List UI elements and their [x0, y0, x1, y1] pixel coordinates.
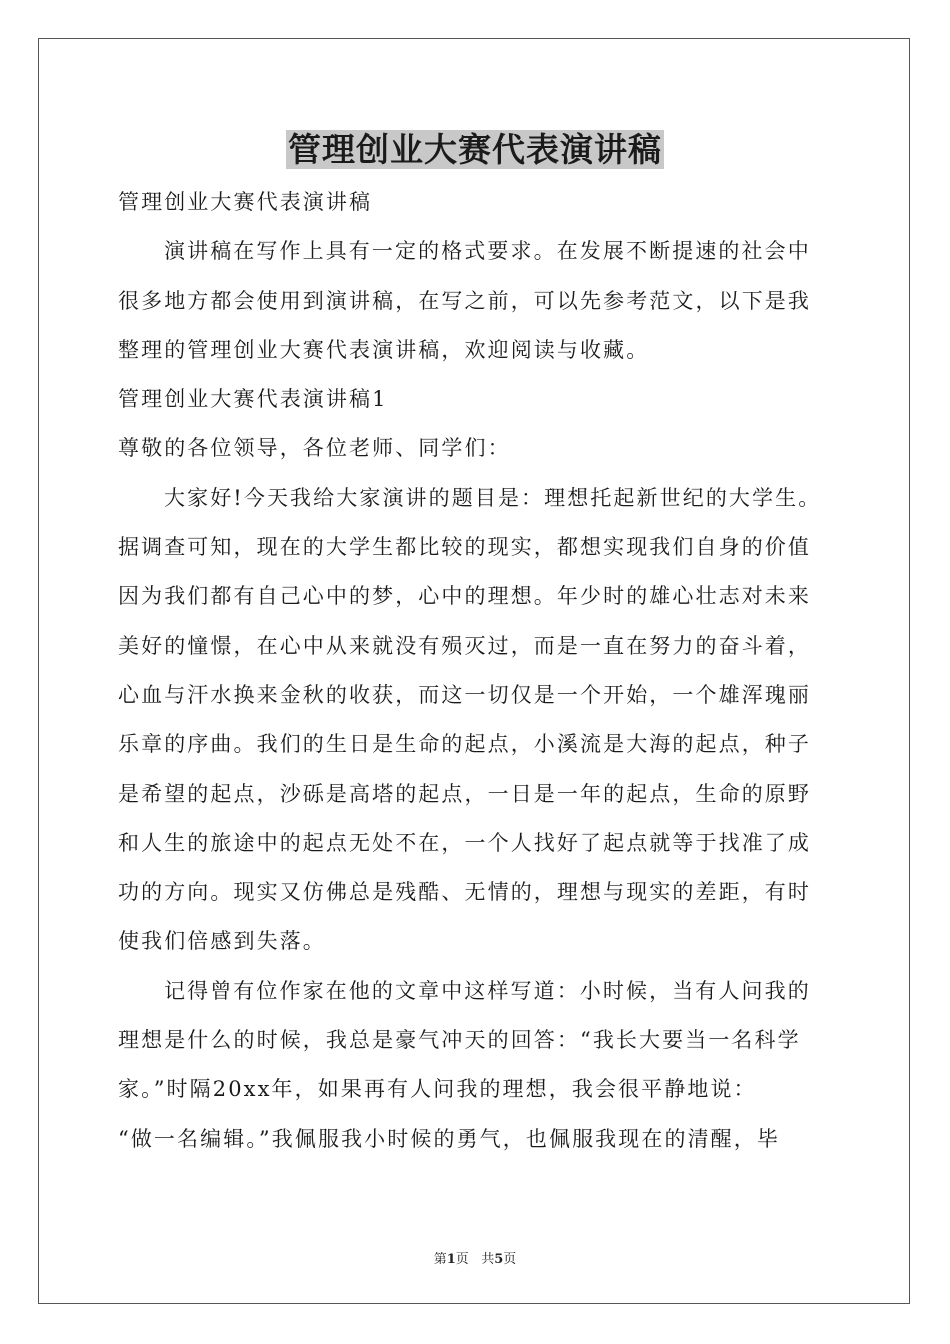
paragraph-line: 记得曾有位作家在他的文章中这样写道：小时候，当有人问我的	[164, 978, 811, 1003]
salutation-line: 尊敬的各位领导，各位老师、同学们：	[118, 436, 511, 461]
paragraph-line: 据调查可知，现在的大学生都比较的现实，都想实现我们自身的价值	[118, 535, 811, 560]
page-prefix: 第	[433, 1252, 447, 1267]
paragraph-line: 整理的管理创业大赛代表演讲稿，欢迎阅读与收藏。	[118, 337, 650, 362]
total-prefix: 共	[481, 1252, 495, 1267]
paragraph-line: 美好的憧憬，在心中从来就没有殒灭过，而是一直在努力的奋斗着，	[118, 633, 811, 658]
page-suffix: 页	[455, 1252, 469, 1267]
paragraph-line: 乐章的序曲。我们的生日是生命的起点，小溪流是大海的起点，种子	[118, 732, 811, 757]
total-pages: 5	[494, 1252, 504, 1267]
document-title	[0, 128, 950, 172]
page-number: 1	[446, 1252, 456, 1267]
document-title-text: 管理创业大赛代表演讲稿	[288, 130, 662, 169]
paragraph-line: 使我们倍感到失落。	[118, 929, 326, 954]
total-suffix: 页	[503, 1252, 517, 1267]
paragraph-line: 理想是什么的时候，我总是豪气冲天的回答：“我长大要当一名科学	[118, 1028, 801, 1053]
paragraph-line: 很多地方都会使用到演讲稿，在写之前，可以先参考范文，以下是我	[118, 288, 811, 313]
section-heading: 管理创业大赛代表演讲稿1	[118, 387, 388, 412]
paragraph-line: 演讲稿在写作上具有一定的格式要求。在发展不断提速的社会中	[164, 239, 811, 264]
paragraph-line: 是希望的起点，沙砾是高塔的起点，一日是一年的起点，生命的原野	[118, 781, 811, 806]
paragraph-line: 家。”时隔20xx年，如果再有人问我的理想，我会很平静地说：	[118, 1077, 757, 1102]
paragraph-line: 因为我们都有自己心中的梦，心中的理想。年少时的雄心壮志对未来	[118, 584, 811, 609]
subtitle-line: 管理创业大赛代表演讲稿	[118, 190, 373, 214]
page-footer	[0, 1248, 950, 1267]
paragraph-line: 和人生的旅途中的起点无处不在，一个人找好了起点就等于找准了成	[118, 830, 811, 855]
paragraph-line: 心血与汗水换来金秋的收获，而这一切仅是一个开始，一个雄浑瑰丽	[118, 682, 811, 707]
paragraph-line: 大家好!今天我给大家演讲的题目是：理想托起新世纪的大学生。	[164, 485, 822, 510]
document-body	[118, 178, 858, 1164]
paragraph-line: 功的方向。现实又仿佛总是残酷、无情的，理想与现实的差距，有时	[118, 880, 811, 905]
paragraph-line: “做一名编辑。”我佩服我小时候的勇气，也佩服我现在的清醒，毕	[118, 1126, 780, 1151]
